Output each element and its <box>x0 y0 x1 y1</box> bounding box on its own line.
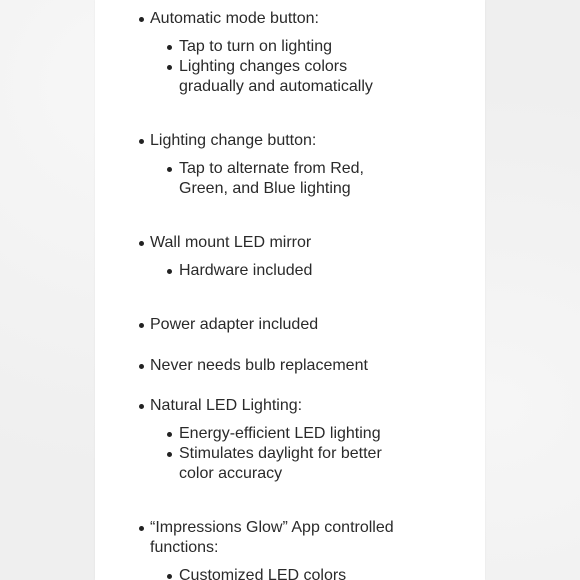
bullet-icon <box>139 323 144 328</box>
description-card <box>95 0 485 580</box>
bullet-icon <box>167 432 172 437</box>
list-item <box>95 396 485 416</box>
list-item <box>95 261 485 281</box>
list-item <box>95 9 485 29</box>
list-item <box>95 37 485 57</box>
sub-item-text: color accuracy <box>179 465 283 482</box>
list-item <box>95 518 485 538</box>
feature-label: functions: <box>150 539 219 556</box>
sub-item-text: Tap to turn on lighting <box>179 38 332 55</box>
sub-item-text: Tap to alternate from Red, <box>179 160 364 177</box>
feature-label: Power adapter included <box>150 316 319 333</box>
bullet-icon <box>139 17 144 22</box>
bullet-icon <box>167 452 172 457</box>
bullet-icon <box>167 574 172 579</box>
bullet-icon <box>139 526 144 531</box>
sub-item-text: Energy-efficient LED lighting <box>179 425 381 442</box>
bullet-icon <box>167 167 172 172</box>
feature-label: Never needs bulb replacement <box>150 357 368 374</box>
bullet-icon <box>167 65 172 70</box>
list-item-continuation <box>95 538 485 558</box>
sub-item-text: Stimulates daylight for better <box>179 445 382 462</box>
feature-label: Wall mount LED mirror <box>150 234 312 251</box>
list-item <box>95 566 485 580</box>
bullet-icon <box>139 139 144 144</box>
bullet-icon <box>139 404 144 409</box>
sub-item-text: Lighting changes colors <box>179 58 348 75</box>
list-item <box>95 57 485 77</box>
bullet-icon <box>139 241 144 246</box>
feature-label: “Impressions Glow” App controlled <box>150 519 394 536</box>
list-item <box>95 356 485 376</box>
bullet-icon <box>167 269 172 274</box>
bullet-icon <box>139 364 144 369</box>
list-item <box>95 159 485 179</box>
feature-label: Automatic mode button: <box>150 10 319 27</box>
sub-item-text: gradually and automatically <box>179 78 373 95</box>
sub-item-text: Hardware included <box>179 262 313 279</box>
feature-label: Natural LED Lighting: <box>150 397 303 414</box>
list-item-continuation <box>95 179 485 199</box>
list-item <box>95 315 485 335</box>
list-item <box>95 424 485 444</box>
sub-item-text: Customized LED colors <box>179 567 347 580</box>
list-item <box>95 444 485 464</box>
sub-item-text: Green, and Blue lighting <box>179 180 351 197</box>
list-item-continuation <box>95 464 485 484</box>
list-item <box>95 131 485 151</box>
bullet-icon <box>167 45 172 50</box>
list-item-continuation <box>95 77 485 97</box>
list-item <box>95 233 485 253</box>
feature-label: Lighting change button: <box>150 132 317 149</box>
